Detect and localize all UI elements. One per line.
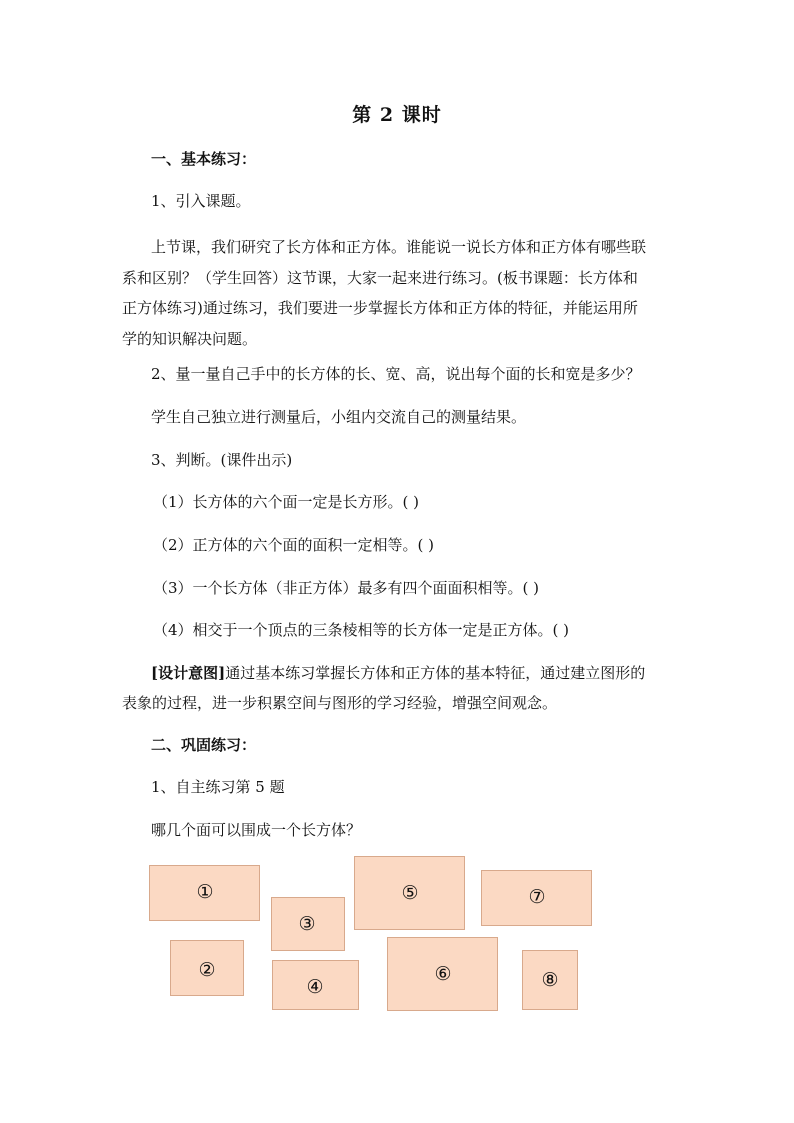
page-title: 第 2 课时 [352, 104, 442, 126]
judgement-3: （3）一个长方体（非正方体）最多有四个面面积相等。( ) [153, 579, 540, 597]
face-8 [522, 950, 578, 1010]
face-label: ⑤ [401, 882, 419, 904]
section2-question: 哪几个面可以围成一个长方体？ [151, 821, 362, 839]
face-6 [387, 937, 498, 1011]
face-label: ⑦ [528, 886, 546, 908]
item3-text: 3、判断。(课件出示) [151, 451, 293, 469]
item1-line: 上节课，我们研究了长方体和正方体。谁能说一说长方体和正方体有哪些联 [151, 238, 647, 256]
item1-line: 学的知识解决问题。 [122, 329, 258, 348]
section2-item1: 1、自主练习第 5 题 [151, 778, 285, 796]
face-label: ⑧ [541, 969, 559, 991]
face-label: ⑥ [434, 963, 452, 985]
design-intent-text: 通过基本练习掌握长方体和正方体的基本特征，通过建立图形的 [225, 664, 646, 682]
face-label: ① [196, 881, 214, 903]
design-intent-label: [设计意图] [151, 664, 226, 682]
section1-heading: 一、基本练习： [151, 150, 257, 168]
item1-line: 系和区别？（学生回答）这节课，大家一起来进行练习。(板书课题：长方体和 [122, 268, 638, 287]
item1-paragraph [122, 232, 676, 354]
face-5 [354, 856, 465, 930]
face-4 [272, 960, 359, 1010]
design-intent-line1 [151, 662, 645, 683]
design-intent-line2: 表象的过程，进一步积累空间与图形的学习经验，增强空间观念。 [122, 694, 558, 712]
face-label: ④ [306, 976, 324, 998]
judgement-1: （1）长方体的六个面一定是长方形。( ) [153, 493, 420, 511]
item1-title: 1、引入课题。 [151, 192, 251, 210]
face-3 [271, 897, 345, 951]
item1-line: 正方体练习)通过练习，我们要进一步掌握长方体和正方体的特征，并能运用所 [122, 299, 638, 317]
section2-heading: 二、巩固练习： [151, 736, 257, 754]
face-label: ② [198, 959, 216, 981]
face-7 [481, 870, 592, 926]
face-1 [149, 865, 260, 921]
item2-text: 2、量一量自己手中的长方体的长、宽、高，说出每个面的长和宽是多少？ [151, 365, 641, 383]
face-label: ③ [298, 913, 316, 935]
face-2 [170, 940, 244, 996]
judgement-2: （2）正方体的六个面的面积一定相等。( ) [153, 536, 435, 554]
item2-note: 学生自己独立进行测量后，小组内交流自己的测量结果。 [151, 408, 527, 426]
judgement-4: （4）相交于一个顶点的三条棱相等的长方体一定是正方体。( ) [153, 621, 570, 639]
